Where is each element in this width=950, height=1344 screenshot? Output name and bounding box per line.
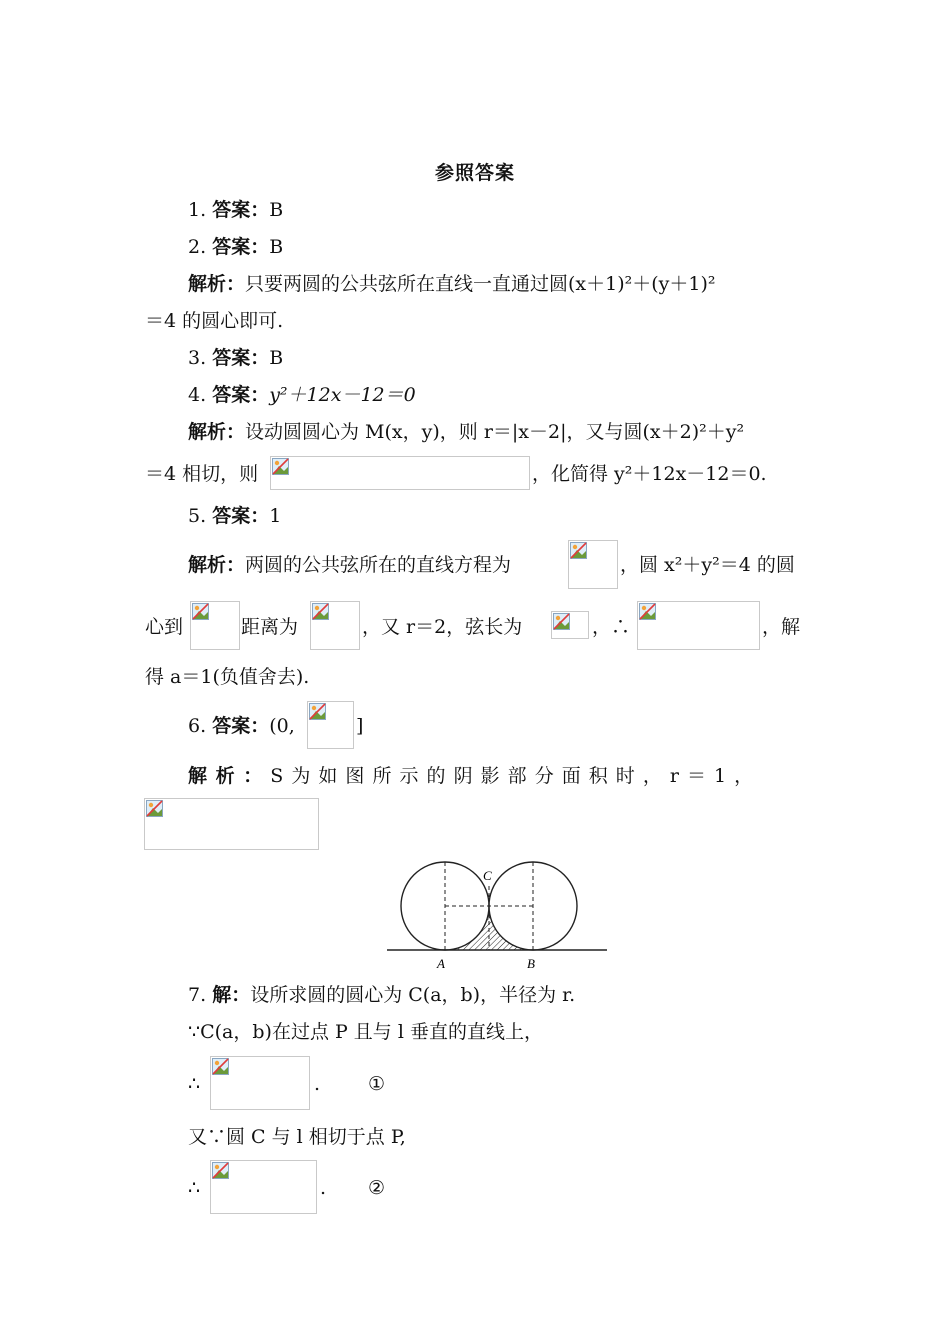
answer-7-line-2: ∵C(a，b)在过点 P 且与 l 垂直的直线上， — [188, 1021, 543, 1043]
analysis-5-line-2d: ，∴ — [592, 616, 631, 638]
analysis-label: 解析： — [188, 273, 246, 295]
analysis-text: 设动圆圆心为 M(x，y)，则 r＝|x－2|，又与圆(x＋2)²＋y² — [245, 421, 745, 443]
solution-text: 设所求圆的圆心为 C(a，b)，半径为 r. — [250, 984, 576, 1006]
period: . — [320, 1177, 327, 1199]
analysis-4-line-2a: ＝4 相切，则 — [145, 463, 259, 485]
question-number: 3. — [188, 347, 207, 369]
answer-6 — [188, 713, 308, 739]
broken-image-placeholder — [310, 601, 360, 650]
question-number: 5. — [188, 505, 207, 527]
answer-label: 答案： — [212, 505, 270, 527]
question-number: 2. — [188, 236, 207, 258]
answer-label: 答案： — [212, 199, 270, 221]
analysis-5-line-1a — [188, 552, 568, 578]
analysis-2-line-1 — [188, 271, 805, 297]
broken-image-icon — [212, 1058, 229, 1075]
broken-image-icon — [312, 603, 329, 620]
label-a: A — [437, 956, 445, 971]
answer-4 — [188, 382, 848, 408]
broken-image-icon — [192, 603, 209, 620]
answer-label: 答案： — [212, 347, 270, 369]
broken-image-icon — [639, 603, 656, 620]
analysis-label: 解析： — [188, 421, 246, 443]
answer-value: B — [269, 347, 284, 369]
answer-5 — [188, 503, 848, 529]
answer-value: 1 — [269, 505, 282, 527]
broken-image-placeholder — [637, 601, 760, 650]
page-title: 参照答案 — [434, 162, 515, 184]
solution-label: 解： — [212, 984, 251, 1006]
tangent-circles-figure — [385, 858, 610, 976]
question-number: 6. — [188, 715, 207, 737]
broken-image-placeholder — [270, 456, 530, 490]
answer-7-line-4: 又∵圆 C 与 l 相切于点 P, — [188, 1126, 406, 1148]
equation-marker-2: ② — [368, 1177, 386, 1199]
broken-image-placeholder — [144, 798, 319, 850]
broken-image-icon — [272, 458, 289, 475]
broken-image-icon — [570, 542, 587, 559]
answer-value-a: (0, — [269, 715, 295, 737]
label-c: C — [483, 868, 492, 883]
broken-image-icon — [146, 800, 163, 817]
question-number: 1. — [188, 199, 207, 221]
answer-value: B — [269, 236, 284, 258]
answer-3 — [188, 345, 848, 371]
broken-image-icon — [212, 1162, 229, 1179]
analysis-label: 解析： — [188, 554, 246, 576]
broken-image-placeholder — [568, 540, 618, 589]
broken-image-placeholder — [190, 601, 240, 650]
answer-label: 答案： — [212, 384, 270, 406]
answer-2 — [188, 234, 848, 260]
analysis-5-line-2b: 距离为 — [241, 616, 299, 638]
analysis-text: S 为 如 图 所 示 的 阴 影 部 分 面 积 时 ， r ＝ 1 ， — [270, 765, 754, 787]
question-number: 7. — [188, 984, 207, 1006]
analysis-2-line-2: ＝4 的圆心即可. — [145, 310, 284, 332]
broken-image-placeholder — [307, 701, 354, 749]
analysis-5-line-2a: 心到 — [145, 616, 184, 638]
answer-1 — [188, 197, 848, 223]
analysis-text: 只要两圆的公共弦所在直线一直通过圆(x＋1)²＋(y＋1)² — [245, 273, 716, 295]
broken-image-icon — [553, 613, 570, 630]
broken-image-placeholder — [210, 1160, 317, 1214]
analysis-5-line-3: 得 a＝1(负值舍去). — [145, 666, 310, 688]
answer-label: 答案： — [212, 236, 270, 258]
analysis-5-line-2e: ，解 — [762, 616, 801, 638]
label-b: B — [527, 956, 535, 971]
broken-image-placeholder — [551, 611, 589, 639]
period: . — [314, 1073, 321, 1095]
question-number: 4. — [188, 384, 207, 406]
analysis-5-line-2c: ，又 r＝2，弦长为 — [362, 616, 523, 638]
analysis-label: 解 析 ： — [188, 765, 263, 787]
analysis-5-line-1b: ，圆 x²＋y²＝4 的圆 — [620, 554, 795, 576]
answer-value: B — [269, 199, 284, 221]
broken-image-icon — [309, 703, 326, 720]
analysis-text: 两圆的公共弦所在的直线方程为 — [245, 554, 512, 576]
therefore-symbol: ∴ — [188, 1177, 201, 1199]
answer-value: y²＋12x－12＝0 — [269, 384, 416, 406]
analysis-4-line-1 — [188, 419, 805, 445]
therefore-symbol: ∴ — [188, 1073, 201, 1095]
analysis-4-line-2b: ，化简得 y²＋12x－12＝0. — [532, 463, 767, 485]
equation-marker-1: ① — [368, 1073, 386, 1095]
analysis-6-line-1 — [188, 763, 805, 789]
answer-value-b: ] — [356, 715, 364, 737]
answer-label: 答案： — [212, 715, 270, 737]
answer-7-line-1 — [188, 982, 848, 1008]
broken-image-placeholder — [210, 1056, 310, 1110]
